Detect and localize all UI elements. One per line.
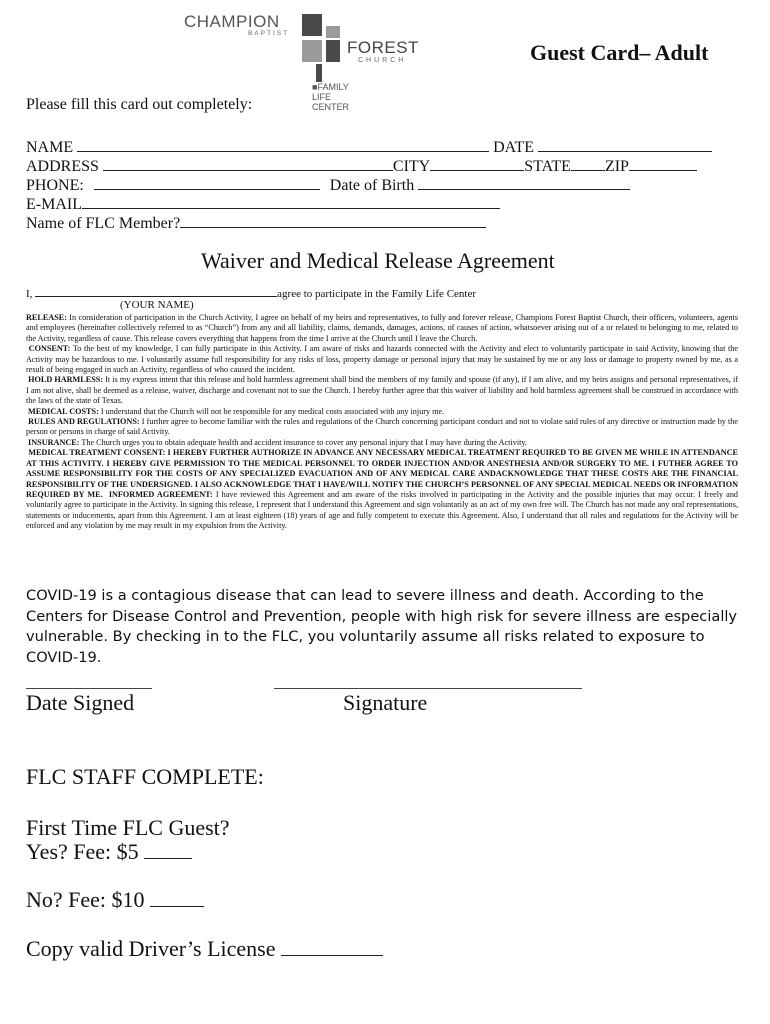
row-address bbox=[26, 156, 697, 176]
intro-text: Please fill this card out completely: bbox=[26, 96, 253, 113]
date-signed-line[interactable] bbox=[26, 688, 152, 689]
participant-line bbox=[26, 287, 476, 300]
legal-text bbox=[26, 313, 738, 532]
name-label: NAME bbox=[26, 139, 74, 156]
logo-square-light bbox=[326, 26, 340, 38]
signature-label: Signature bbox=[343, 690, 428, 715]
state-field[interactable] bbox=[571, 156, 605, 171]
logo-square-dark-2 bbox=[326, 40, 340, 62]
date-field[interactable] bbox=[538, 137, 712, 152]
no-fee-row bbox=[26, 887, 204, 913]
consent-paragraph: CONSENT: To the best of my knowledge, I can fully participate in this Activity. I am aware of risks and hazards connected with the Activity and elect to voluntarily participate in said Activity, knowing that the Activity may be hazardous to me. I voluntarily assume full responsibility for any risks of loss, property damage or personal injury that may be sustained by me or any loss or damage to property owned by me, as a result of being engaged in such an Activity, regardless of who caused the incident. bbox=[26, 344, 738, 375]
treatment-paragraph: MEDICAL TREATMENT CONSENT: I HEREBY FURTHER AUTHORIZE IN ADVANCE ANY NECESSARY MEDICAL TREATMENT REQUIRED TO BE GIVEN ME WHILE IN ATTENDANCE AT THIS ACTIVITY. I HEREBY GIVE PERMISSION TO THE MEDICAL PERSONNEL TO ORDER INJECTION AND/OR ANESTHESIA AND/OR SURGERY TO ME. I FUTHER AGREE TO ASSUME RESPONSIBILITY FOR THE COSTS OF ANY SPECIALIZED EVACUATION AND OF ANY MEDICAL CARE ANDACKNOWLEDGE THAT THESE COSTS ARE THE FINANCIAL RESPONSIBILITY OF THE UNDERSIGNED. I ALSO ACKNOWLEDGE THAT I HAVE/WILL NOTIFY THE CHURCH’S PERSONNEL OF ANY SPECIAL MEDICAL NEEDS OR INFORMATION REQUIRED BY ME. INFORMED AGREEMENT: I have reviewed this Agreement and am aware of the risks involved in participating in the Activity and the possible injuries that may occur. I freely and voluntarily agree to participate in the Activity. In signing this release, I represent that I understand this Agreement and sign voluntarily as an act of my own free will. The Church has not made any oral representations, statements or inducements, apart from this Agreement. I am at least eighteen (18) years of age and fully competent to execute this Agreement. Also, I understand that all rules and regulations for the Activity will be enforced and any violation by me may result in my expulsion from the Activity. bbox=[26, 448, 739, 531]
license-label: Copy valid Driver’s License bbox=[26, 936, 276, 961]
zip-field[interactable] bbox=[629, 156, 697, 171]
logo-forest-text: FOREST bbox=[347, 38, 419, 57]
city-field[interactable] bbox=[430, 156, 524, 171]
name-field[interactable] bbox=[77, 137, 489, 152]
covid-notice: COVID-19 is a contagious disease that can lead to severe illness and death. According to the Centers for Disease Control and Prevention, people with high risk for severe illness are especially vulnerable. By checking in to the FLC, you voluntarily assume all risks related to exposure to COVID-19. bbox=[26, 587, 738, 666]
row-member bbox=[26, 213, 486, 233]
yes-fee-field[interactable] bbox=[144, 840, 192, 859]
agree-text: agree to participate in the Family Life Center bbox=[277, 288, 477, 300]
logo-baptist-text: BAPTIST bbox=[248, 30, 290, 37]
row-phone bbox=[26, 175, 630, 195]
your-name-caption: (YOUR NAME) bbox=[120, 299, 194, 311]
dob-label: Date of Birth bbox=[329, 177, 415, 194]
insurance-paragraph: INSURANCE: The Church urges you to obtain adequate health and accident insurance to cover any personal injury that I may have during the Activity. bbox=[28, 437, 527, 447]
date-signed-label: Date Signed bbox=[26, 690, 135, 715]
member-label: Name of FLC Member? bbox=[26, 215, 181, 232]
state-label: STATE bbox=[524, 158, 571, 175]
i-prefix: I, bbox=[26, 288, 33, 300]
rules-paragraph: RULES AND REGULATIONS: I further agree to become familiar with the rules and regulations of the Church concerning participant conduct and not to violate said rules of any directive or instruction made by the person or persons in charge of said Activity. bbox=[26, 417, 739, 437]
yes-fee-label: Yes? Fee: $5 bbox=[26, 839, 139, 864]
logo-champion-text: CHAMPION bbox=[184, 12, 280, 31]
phone-field[interactable] bbox=[94, 175, 320, 190]
city-label: CITY bbox=[392, 158, 431, 175]
logo-square-dark-3 bbox=[316, 64, 322, 82]
logo-church-text: CHURCH bbox=[358, 57, 407, 64]
hold-harmless-paragraph: HOLD HARMLESS: It is my express intent that this release and hold harmless agreement shall bind the members of my family and spouse (if any), if I am alive, and my heirs assigns and personal representatives, if I am not alive, shall be deemed as a release, waiver, discharge and covenant not to sue the Church. I hereby further agree that this waiver of liability and hold harmless agreement shall be construed in accordance with the laws of the state of Texas. bbox=[26, 375, 739, 406]
email-field[interactable] bbox=[82, 194, 500, 209]
release-paragraph: RELEASE: In consideration of participation in the Church Activity, I agree on behalf of my heirs and representatives, to fully and forever release, Champions Forest Baptist Church, their officers, volunteers, agents and employees (hereinafter collectively referred to as “Church”) from any and all liability, claims, demands, damages, actions, of causes of action, whatsoever arising out of a or related to belonging to me, related to the Activity, regardless of cause. This release covers everything that happens from the time I arrive at the Church until I leave the Church. bbox=[26, 313, 739, 343]
address-field[interactable] bbox=[103, 156, 393, 171]
staff-heading: FLC STAFF COMPLETE: bbox=[26, 764, 264, 789]
no-fee-label: No? Fee: $10 bbox=[26, 887, 145, 912]
row-name bbox=[26, 137, 712, 157]
yes-fee-row bbox=[26, 839, 192, 865]
your-name-field[interactable] bbox=[35, 287, 277, 297]
license-field[interactable] bbox=[281, 937, 383, 956]
license-row bbox=[26, 936, 383, 962]
email-label: E-MAIL bbox=[26, 196, 82, 213]
waiver-title: Waiver and Medical Release Agreement bbox=[201, 248, 555, 273]
address-label: ADDRESS bbox=[26, 158, 99, 175]
signature-line[interactable] bbox=[274, 688, 582, 689]
date-label: DATE bbox=[493, 139, 534, 156]
member-field[interactable] bbox=[180, 213, 486, 228]
medical-costs-paragraph: MEDICAL COSTS: I understand that the Church will not be responsible for any medical costs associated with any injury me. bbox=[28, 406, 445, 416]
no-fee-field[interactable] bbox=[150, 888, 204, 907]
first-time-question: First Time FLC Guest? bbox=[26, 815, 230, 840]
page-title: Guest Card– Adult bbox=[530, 40, 709, 65]
dob-field[interactable] bbox=[418, 175, 630, 190]
logo-square-dark bbox=[302, 14, 322, 36]
logo-flc-text: ■FAMILY LIFE CENTER bbox=[312, 82, 350, 112]
logo-square-light-2 bbox=[302, 40, 322, 62]
phone-label: PHONE: bbox=[26, 177, 84, 194]
row-email bbox=[26, 194, 500, 214]
zip-label: ZIP bbox=[604, 158, 629, 175]
